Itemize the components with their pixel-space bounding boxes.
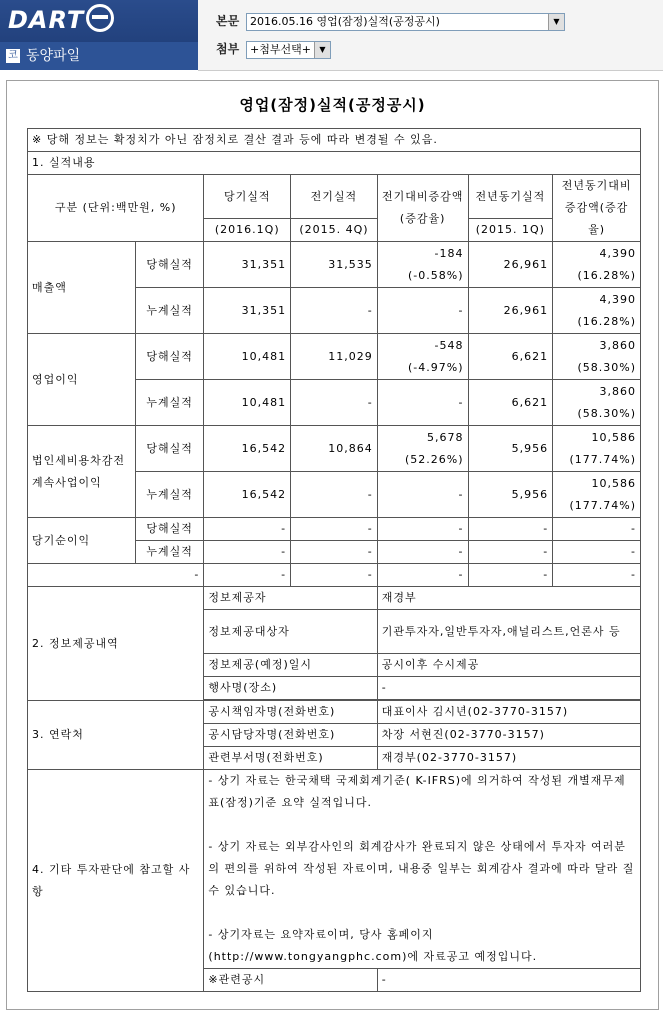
- attach-label: 첨부: [216, 42, 240, 56]
- value-cell: -: [291, 541, 378, 564]
- value-cell: -: [377, 564, 468, 587]
- disclosure-table: [27, 128, 641, 992]
- info-value: 기관투자자,일반투자자,애널리스트,언론사 등: [377, 610, 640, 654]
- info-key: 정보제공자: [204, 587, 377, 610]
- section3-title: 3. 연락처: [28, 701, 204, 770]
- row-sub-label: 당해실적: [135, 242, 204, 288]
- value-cell: -: [28, 564, 204, 587]
- value-cell: 26,961: [468, 242, 553, 288]
- previous-period: (2015. 4Q): [291, 219, 378, 242]
- row-name: 매출액: [28, 242, 136, 334]
- yoy-change-rate: (16.28%): [577, 314, 636, 328]
- section2-title: 2. 정보제공내역: [28, 587, 204, 701]
- yoy-change-rate: (16.28%): [577, 268, 636, 282]
- change-value: 5,678: [427, 430, 464, 444]
- document-selector-panel: [198, 0, 663, 71]
- table-row: [28, 701, 641, 724]
- value-cell: -: [468, 518, 553, 541]
- note-paragraph: - 상기자료는 요약자료이며, 당사 홈페이지: [208, 928, 434, 941]
- note-paragraph: - 상기 자료는 외부감사인의 회계감사가 완료되지 않은 상태에서 투자자 여러분의 편의를 위하여 작성된 자료이며, 내용중 일부는 회계감사 결과에 따라 달라 질 수 있습니다.: [208, 840, 635, 897]
- yoy-period: (2015. 1Q): [468, 219, 553, 242]
- change-rate: (-0.58%): [408, 268, 464, 282]
- value-cell: -: [553, 518, 641, 541]
- row-sub-label: 당해실적: [135, 518, 204, 541]
- row-name: 영업이익: [28, 334, 136, 426]
- value-cell: -: [468, 541, 553, 564]
- yoy-change-value: 3,860: [599, 338, 636, 352]
- contact-value: 대표이사 김시년(02-3770-3157): [377, 701, 640, 724]
- value-cell: -: [291, 288, 378, 334]
- table-row: [28, 770, 641, 969]
- yoy-change-value: 3,860: [599, 384, 636, 398]
- dart-logo[interactable]: DART: [8, 4, 114, 36]
- value-cell: 5,956: [468, 472, 553, 518]
- company-name[interactable]: 동양파일: [26, 48, 81, 64]
- previous-header: 전기실적: [291, 175, 378, 219]
- change-cell: [377, 242, 468, 288]
- note-gap: [208, 814, 636, 836]
- category-header: 구분 (단위:백만원, %): [28, 175, 204, 242]
- value-cell: -: [553, 541, 641, 564]
- value-cell: -: [291, 472, 378, 518]
- value-cell: 16,542: [204, 472, 291, 518]
- info-value: 공시이후 수시제공: [377, 654, 640, 677]
- contact-value: 차장 서현진(02-3770-3157): [377, 724, 640, 747]
- value-cell: 31,351: [204, 288, 291, 334]
- value-cell: -: [204, 564, 291, 587]
- kosdaq-icon: 코: [6, 49, 20, 63]
- value-cell: 11,029: [291, 334, 378, 380]
- brand-area: [0, 0, 198, 70]
- logo-ring-icon: [86, 4, 114, 32]
- table-row: [28, 242, 641, 288]
- yoy-header: 전년동기실적: [468, 175, 553, 219]
- contact-key: 공시책임자명(전화번호): [204, 701, 377, 724]
- header: [0, 0, 663, 70]
- value-cell: 5,956: [468, 426, 553, 472]
- prev-change-header: 전기대비증감액(증감율): [377, 175, 468, 242]
- value-cell: -: [377, 541, 468, 564]
- info-key: 정보제공(예정)일시: [204, 654, 377, 677]
- yoy-change-rate: (177.74%): [569, 452, 636, 466]
- yoy-change-rate: (58.30%): [577, 360, 636, 374]
- related-value: -: [377, 969, 640, 992]
- yoy-change-cell: [553, 426, 641, 472]
- value-cell: 10,481: [204, 334, 291, 380]
- value-cell: 6,621: [468, 380, 553, 426]
- value-cell: -: [468, 564, 553, 587]
- row-sub-label: 누계실적: [135, 288, 204, 334]
- table-row: [28, 587, 641, 610]
- company-bar: [0, 42, 198, 70]
- note-paragraph: (http://www.tongyangphc.com)에 자료공고 예정입니다.: [208, 950, 538, 963]
- contact-value: 재경부(02-3770-3157): [377, 747, 640, 770]
- change-cell: -: [377, 472, 468, 518]
- change-value: -184: [434, 246, 464, 260]
- info-key: 행사명(장소): [204, 677, 377, 700]
- yoy-change-cell: [553, 334, 641, 380]
- main-select-value: 2016.05.16 영업(잠정)실적(공정공시): [250, 15, 440, 28]
- value-cell: -: [377, 518, 468, 541]
- yoy-change-value: 4,390: [599, 292, 636, 306]
- info-value: -: [377, 677, 640, 700]
- value-cell: -: [291, 564, 378, 587]
- value-cell: 31,535: [291, 242, 378, 288]
- row-name: 당기순이익: [28, 518, 136, 564]
- table-row: [28, 564, 641, 587]
- document-frame: [6, 80, 659, 1010]
- yoy-change-header: 전년동기대비증감액(증감율): [553, 175, 641, 242]
- main-document-select[interactable]: [246, 13, 565, 31]
- attach-select-value: +첨부선택+: [250, 43, 311, 56]
- chevron-down-icon[interactable]: ▼: [314, 42, 330, 58]
- table-row: [28, 334, 641, 380]
- change-value: -548: [434, 338, 464, 352]
- related-label: ※관련공시: [204, 969, 377, 992]
- row-sub-label: 당해실적: [135, 426, 204, 472]
- note-paragraph: - 상기 자료는 한국채택 국제회계기준( K-IFRS)에 의거하여 작성된 개별재무제표(잠정)기준 요약 실적입니다.: [208, 774, 626, 809]
- change-cell: -: [377, 288, 468, 334]
- row-sub-label: 누계실적: [135, 472, 204, 518]
- yoy-change-value: 10,586: [591, 476, 636, 490]
- table-row: [28, 426, 641, 472]
- change-cell: [377, 334, 468, 380]
- contact-key: 공시담당자명(전화번호): [204, 724, 377, 747]
- row-sub-label: 누계실적: [135, 380, 204, 426]
- yoy-change-cell: [553, 380, 641, 426]
- change-cell: [377, 426, 468, 472]
- row-sub-label: 누계실적: [135, 541, 204, 564]
- value-cell: 31,351: [204, 242, 291, 288]
- info-value: 재경부: [377, 587, 640, 610]
- value-cell: 6,621: [468, 334, 553, 380]
- contact-key: 관련부서명(전화번호): [204, 747, 377, 770]
- section4-title: 4. 기타 투자판단에 참고할 사항: [28, 770, 204, 992]
- change-rate: (-4.97%): [408, 360, 464, 374]
- current-header: 당기실적: [204, 175, 291, 219]
- value-cell: -: [204, 541, 291, 564]
- yoy-change-cell: [553, 242, 641, 288]
- change-rate: (52.26%): [404, 452, 464, 466]
- value-cell: -: [291, 518, 378, 541]
- yoy-change-value: 10,586: [591, 430, 636, 444]
- row-sub-label: 당해실적: [135, 334, 204, 380]
- current-period: (2016.1Q): [204, 219, 291, 242]
- value-cell: -: [291, 380, 378, 426]
- value-cell: 10,481: [204, 380, 291, 426]
- value-cell: -: [204, 518, 291, 541]
- section4-notes: [204, 770, 641, 969]
- notice-row: [28, 129, 641, 152]
- attachment-select[interactable]: [246, 41, 331, 59]
- document-title: 영업(잠정)실적(공정공시): [239, 96, 426, 114]
- row-name: 법인세비용차감전계속사업이익: [28, 426, 136, 518]
- section1-title: 1. 실적내용: [28, 152, 641, 175]
- notice-text: ※ 당해 정보는 확정치가 아닌 잠정치로 결산 결과 등에 따라 변경될 수 있음.: [28, 129, 641, 152]
- info-key: 정보제공대상자: [204, 610, 377, 654]
- section1-row: [28, 152, 641, 175]
- value-cell: 26,961: [468, 288, 553, 334]
- main-label: 본문: [216, 14, 240, 28]
- yoy-change-value: 4,390: [599, 246, 636, 260]
- yoy-change-rate: (177.74%): [569, 498, 636, 512]
- yoy-change-rate: (58.30%): [577, 406, 636, 420]
- table-row: [28, 518, 641, 541]
- note-gap: [208, 902, 636, 924]
- change-cell: -: [377, 380, 468, 426]
- yoy-change-cell: [553, 288, 641, 334]
- value-cell: 16,542: [204, 426, 291, 472]
- value-cell: -: [553, 564, 641, 587]
- header-row-1: [28, 175, 641, 219]
- yoy-change-cell: [553, 472, 641, 518]
- chevron-down-icon[interactable]: ▼: [548, 14, 564, 30]
- value-cell: 10,864: [291, 426, 378, 472]
